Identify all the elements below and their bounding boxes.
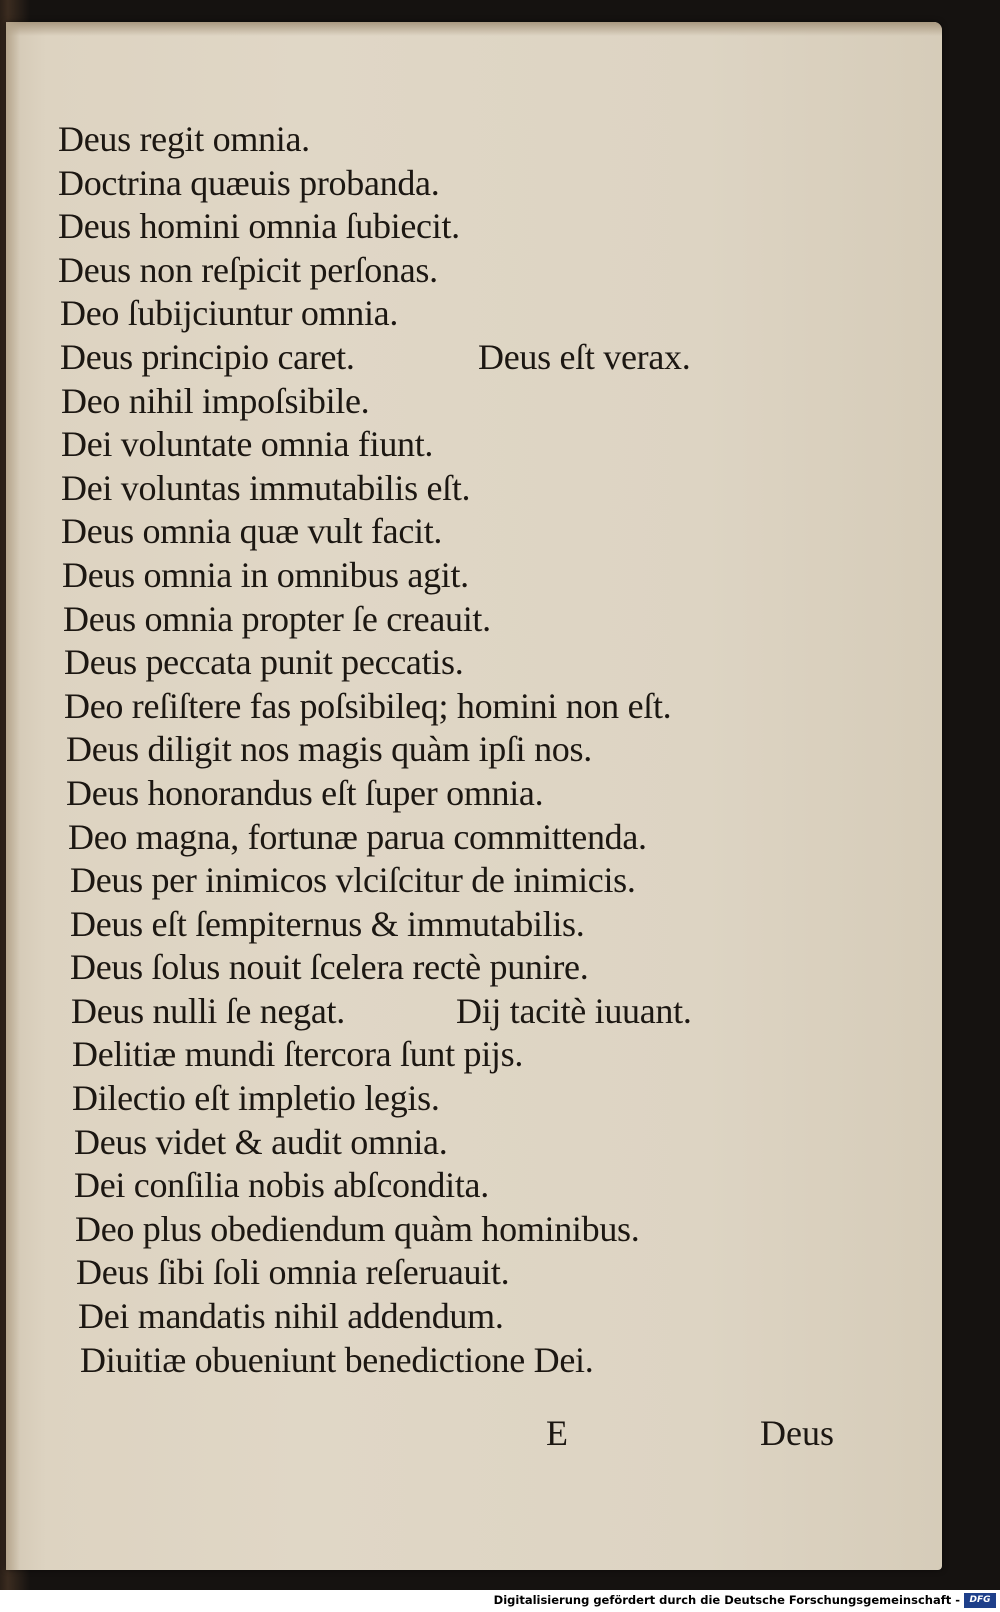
proverb-line	[58, 1121, 898, 1165]
proverb-text: Deus peccata punit peccatis.	[64, 642, 464, 683]
proverb-text: Deus per inimicos vlciſcitur de inimicis.	[70, 860, 636, 901]
proverb-line	[58, 816, 898, 860]
proverb-line	[58, 118, 898, 162]
proverb-text: Deus nulli ſe negat.	[71, 990, 345, 1031]
book-page	[6, 22, 942, 1570]
proverb-text: Dilectio eſt impletio legis.	[72, 1078, 440, 1119]
dfg-logo: DFG	[964, 1593, 996, 1608]
proverb-text: Deus honorandus eſt ſuper omnia.	[66, 772, 544, 813]
proverb-text-second: Dij tacitè iuuant.	[456, 990, 692, 1031]
proverb-text: Diuitiæ obueniunt benedictione Dei.	[80, 1339, 594, 1380]
proverb-text-second: Deus eſt verax.	[478, 336, 691, 377]
proverb-text: Deus ſibi ſoli omnia reſeruauit.	[76, 1252, 510, 1293]
proverb-line	[58, 162, 898, 206]
proverb-text: Deus principio caret.	[60, 336, 355, 377]
proverb-line	[58, 990, 898, 1034]
proverb-text: Dei voluntas immutabilis eſt.	[61, 467, 471, 508]
proverb-line	[58, 859, 898, 903]
proverb-text: Deus eſt ſempiternus & immutabilis.	[70, 903, 585, 944]
proverb-text: Dei mandatis nihil addendum.	[78, 1296, 504, 1337]
proverb-text: Deo nihil impoſsibile.	[61, 380, 370, 421]
proverb-line	[58, 1208, 898, 1252]
proverb-text: Dei conſilia nobis abſcondita.	[74, 1165, 489, 1206]
proverb-line	[58, 467, 898, 511]
proverb-text: Deus non reſpicit perſonas.	[58, 249, 438, 290]
proverb-text: Doctrina quæuis probanda.	[58, 162, 440, 203]
proverb-line	[58, 554, 898, 598]
proverb-text: Delitiæ mundi ſtercora ſunt pijs.	[72, 1034, 524, 1075]
proverb-text: Deo plus obediendum quàm hominibus.	[75, 1208, 640, 1249]
proverb-text: Deus videt & audit omnia.	[74, 1121, 448, 1162]
proverb-text: Deus regit omnia.	[58, 119, 310, 159]
proverb-line	[58, 772, 898, 816]
proverb-line	[58, 423, 898, 467]
credit-text: Digitalisierung gefördert durch die Deutsche Forschungsgemeinschaft -	[493, 1593, 960, 1607]
page-footer	[6, 1412, 942, 1456]
proverb-line	[58, 1164, 898, 1208]
proverb-text: Deus omnia quæ vult facit.	[61, 511, 443, 552]
credit-bar	[0, 1590, 1000, 1612]
proverb-line	[58, 205, 898, 249]
proverb-line	[58, 292, 898, 336]
proverb-line	[58, 685, 898, 729]
proverb-line	[58, 903, 898, 947]
proverb-line	[58, 336, 898, 380]
proverb-line	[58, 380, 898, 424]
proverb-list	[58, 118, 898, 1382]
proverb-line	[58, 1077, 898, 1121]
proverb-text: Deus ſolus nouit ſcelera rectè punire.	[70, 947, 589, 988]
proverb-text: Deo reſiſtere fas poſsibileq; homini non eſt.	[64, 685, 672, 726]
proverb-line	[58, 1295, 898, 1339]
proverb-text: Deus omnia in omnibus agit.	[62, 554, 469, 595]
proverb-text: Deus homini omnia ſubiecit.	[58, 206, 460, 247]
proverb-line	[58, 946, 898, 990]
proverb-line	[58, 1251, 898, 1295]
proverb-line	[58, 641, 898, 685]
signature-mark: E	[546, 1413, 568, 1453]
proverb-text: Deus omnia propter ſe creauit.	[63, 598, 491, 639]
page-top-stain	[6, 22, 942, 36]
proverb-line	[58, 510, 898, 554]
proverb-text: Deus diligit nos magis quàm ipſi nos.	[66, 729, 592, 770]
proverb-text: Dei voluntate omnia fiunt.	[61, 424, 434, 465]
proverb-line	[58, 1339, 898, 1383]
proverb-line	[58, 1033, 898, 1077]
proverb-line	[58, 598, 898, 642]
proverb-text: Deo magna, fortunæ parua committenda.	[68, 816, 647, 857]
page-gutter-shadow	[6, 22, 20, 1570]
proverb-line	[58, 249, 898, 293]
catchword: Deus	[760, 1413, 834, 1453]
proverb-text: Deo ſubijciuntur omnia.	[60, 293, 399, 334]
proverb-line	[58, 728, 898, 772]
